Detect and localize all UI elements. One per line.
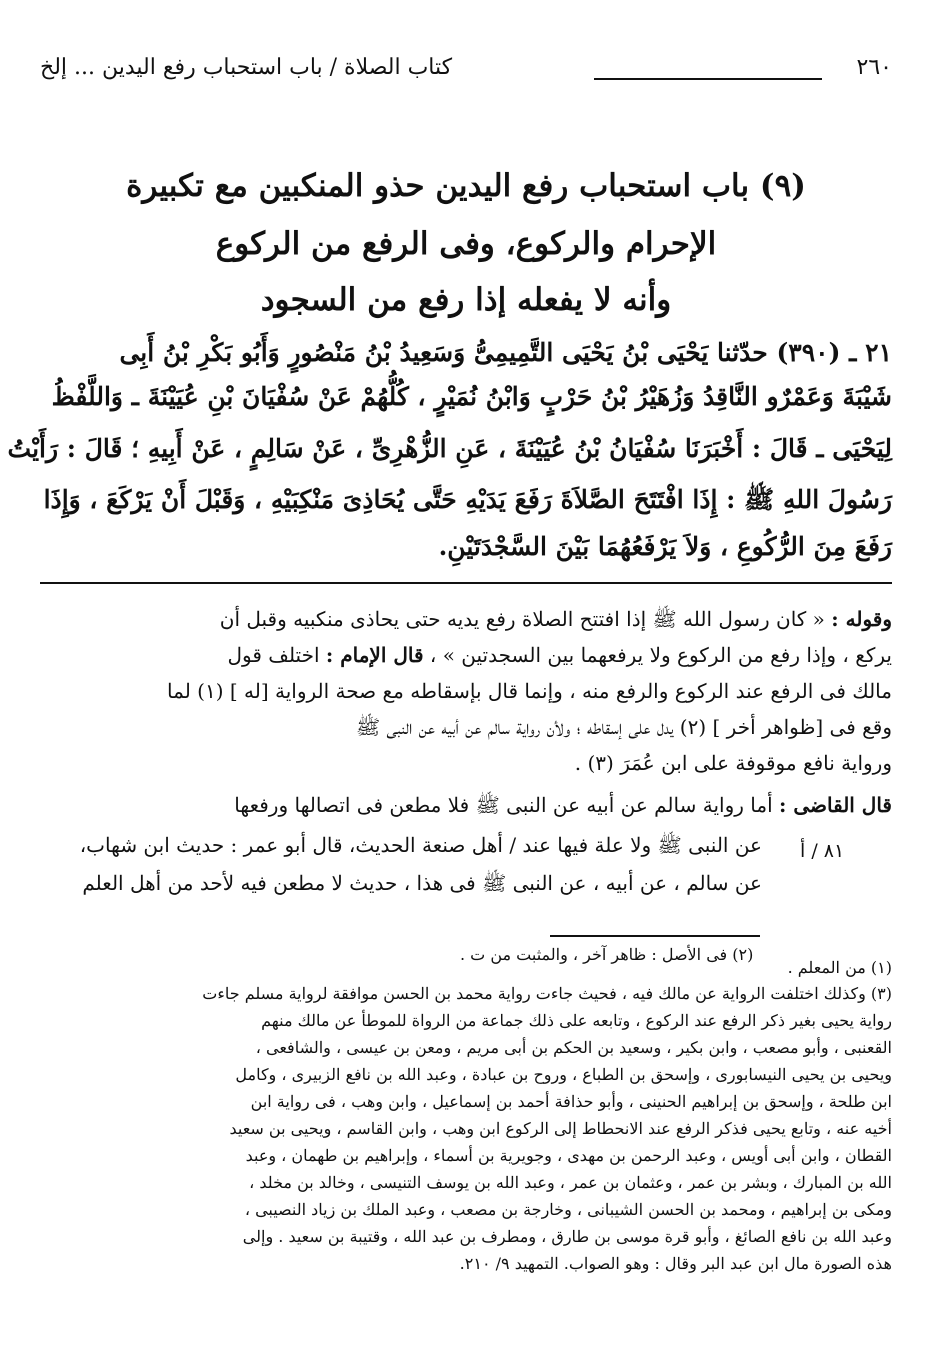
commentary-line — [40, 643, 892, 667]
footnote-3-line: القعنبى ، وأبو مصعب ، وابن بكير ، وسعيد بن الحكم بن أبى مريم ، ومعن بن عيسى ، والشافعى ، — [255, 1038, 892, 1057]
footnote-3-line: هذه الصورة مال ابن عبد البر وقال : وهو الصواب. التمهيد ٩/ ٢١٠. — [459, 1254, 892, 1273]
footnote-2: (٢) فى الأصل : ظاهر آخر ، والمثبت من ت . — [460, 945, 754, 964]
footnote-3-line: أخيه عنه ، وتابع يحيى فذكر الرفع عند الانحطاط إلى الركوع ابن وهب ، وابن القاسم ، ويحيى بن سعيد — [229, 1119, 892, 1138]
commentary-text: يركع ، وإذا رفع من الركوع ولا يرفعهما بين السجدتين » ، — [429, 643, 892, 667]
footnote-3-line: ويحيى بن يحيى النيسابورى ، وإسحق بن الطباع ، وروح بن عبادة ، وعبد الله بن نافع الزبيرى ، وكامل — [235, 1065, 892, 1084]
commentary-line: وقع فى [ظواهر أخر ] (٢) يدل على إسقاطه ؛ ولأن رواية سالم عن أبيه عن النبى ﷺ — [356, 715, 892, 739]
commentary-line: عن النبى ﷺ ولا علة فيها عند / أهل صنعة الحديث، قال أبو عمر : حديث ابن شهاب، — [79, 833, 762, 857]
hadith-line: رَفَعَ مِنَ الرُّكُوعِ ، وَلاَ يَرْفَعُهُمَا بَيْنَ السَّجْدَتَيْنِ. — [438, 532, 892, 561]
commentary-line: عن سالم ، عن أبيه ، عن النبى ﷺ فى هذا ، حديث لا مطعن فيه لأحد من أهل العلم — [82, 871, 762, 895]
footnote-separator-rule — [550, 935, 760, 937]
hadith-line: رَسُولَ اللهِ ﷺ : إِذَا افْتَتَحَ الصَّلاَةَ رَفَعَ يَدَيْهِ حَتَّى يُحَاذِىَ مَنْكِبَيْهِ ، وَقَبْلَ أَنْ يَرْكَعَ ، وَإِذَا — [43, 485, 892, 514]
chapter-heading-line-2: الإحرام والركوع، وفى الرفع من الركوع — [215, 226, 717, 262]
footnote-3-line: ومكى بن إبراهيم ، ومحمد بن الحسن الشيبانى ، وخارجة بن مصعب ، وعبد الملك بن زياد النصيبى ، — [244, 1200, 892, 1219]
footnote-3-line: الله بن المبارك ، وبشر بن عمر ، وعثمان بن عمر ، وعبد الله بن يوسف التنيسى ، وخالد بن مخلد ، — [249, 1173, 892, 1192]
commentary-text: أما رواية سالم عن أبيه عن النبى ﷺ فلا مطعن فى اتصالها ورفعها — [234, 793, 773, 817]
qadi-label: قال القاضى : — [778, 793, 892, 817]
chapter-heading-line-1: (٩) باب استحباب رفع اليدين حذو المنكبين مع تكبيرة — [126, 168, 806, 204]
commentary-label: وقوله : — [831, 607, 892, 631]
footnote-3-line: (٣) وكذلك اختلفت الرواية عن مالك فيه ، فحيث جاءت رواية محمد بن الحسن موافقة لرواية مسلم جاءت — [202, 984, 892, 1003]
commentary-line: ورواية نافع موقوفة على ابن عُمَرَ (٣) . — [574, 751, 892, 775]
running-title: كتاب الصلاة / باب استحباب رفع اليدين ... إلخ — [40, 55, 453, 80]
commentary-line — [40, 607, 892, 636]
footnote-1: (١) من المعلم . — [787, 958, 892, 977]
commentary-text: اختلف قول — [227, 643, 320, 667]
hadith-line: شَيْبَةَ وَعَمْرٌو النَّاقِدُ وَزُهَيْرُ بْنُ حَرْبٍ وَابْنُ نُمَيْرٍ ، كُلُّهُمْ عَنْ سُفْيَانَ بْنِ عُيَيْنَةَ ـ وَاللَّفْظُ — [51, 382, 892, 411]
footnote-3-line: القطان ، وابن أبى أويس ، وعبد الرحمن بن مهدى ، وجويرية بن أسماء ، وإبراهيم بن طهمان ، وعبد — [245, 1146, 892, 1165]
footnote-3-line: رواية يحيى بغير ذكر الرفع عند الركوع ، وتابعه على ذلك جماعة من الرواة للموطأ عن مالك منهم — [261, 1011, 892, 1030]
text-separator-rule — [40, 582, 892, 584]
footnote-3-line: وعبد الله بن نافع الصائغ ، وأبو قرة موسى بن طارق ، ومطرف بن عبد الله ، وقتيبة بن سعيد . وإلى — [242, 1227, 892, 1246]
margin-folio-reference: ٨١ / أ — [800, 840, 845, 862]
commentary-line: مالك فى الرفع عند الركوع والرفع منه ، وإنما قال بإسقاطه مع صحة الرواية [له ] (١) لما — [167, 679, 892, 703]
page-number: ٢٦٠ — [856, 55, 892, 80]
imam-label: قال الإمام : — [325, 643, 424, 667]
header-rule — [594, 78, 822, 80]
commentary-line — [40, 793, 892, 822]
hadith-line: ٢١ ـ (٣٩٠) حدّثنا يَحْيَى بْنُ يَحْيَى التَّمِيمِىُّ وَسَعِيدُ بْنُ مَنْصُورٍ وَأَبُو بَكْرِ بْنُ أَبِى — [119, 338, 892, 367]
footnote-3-line: ابن طلحة ، وإسحق بن إبراهيم الحنينى ، وأبو حذافة أحمد بن إسماعيل ، وابن وهب ، فى رواية ابن — [250, 1092, 892, 1111]
commentary-text: « كان رسول الله ﷺ إذا افتتح الصلاة رفع يديه حتى يحاذى منكبيه وقبل أن — [219, 607, 825, 631]
hadith-line: لِيَحْيَى ـ قَالَ : أَخْبَرَنَا سُفْيَانُ بْنُ عُيَيْنَةَ ، عَنِ الزُّهْرِىِّ ، عَنْ سَالِمٍ ، عَنْ أَبِيهِ ؛ قَالَ : رَأَيْتُ — [7, 434, 892, 463]
chapter-heading-line-3: وأنه لا يفعله إذا رفع من السجود — [260, 282, 672, 318]
running-header — [40, 55, 892, 89]
